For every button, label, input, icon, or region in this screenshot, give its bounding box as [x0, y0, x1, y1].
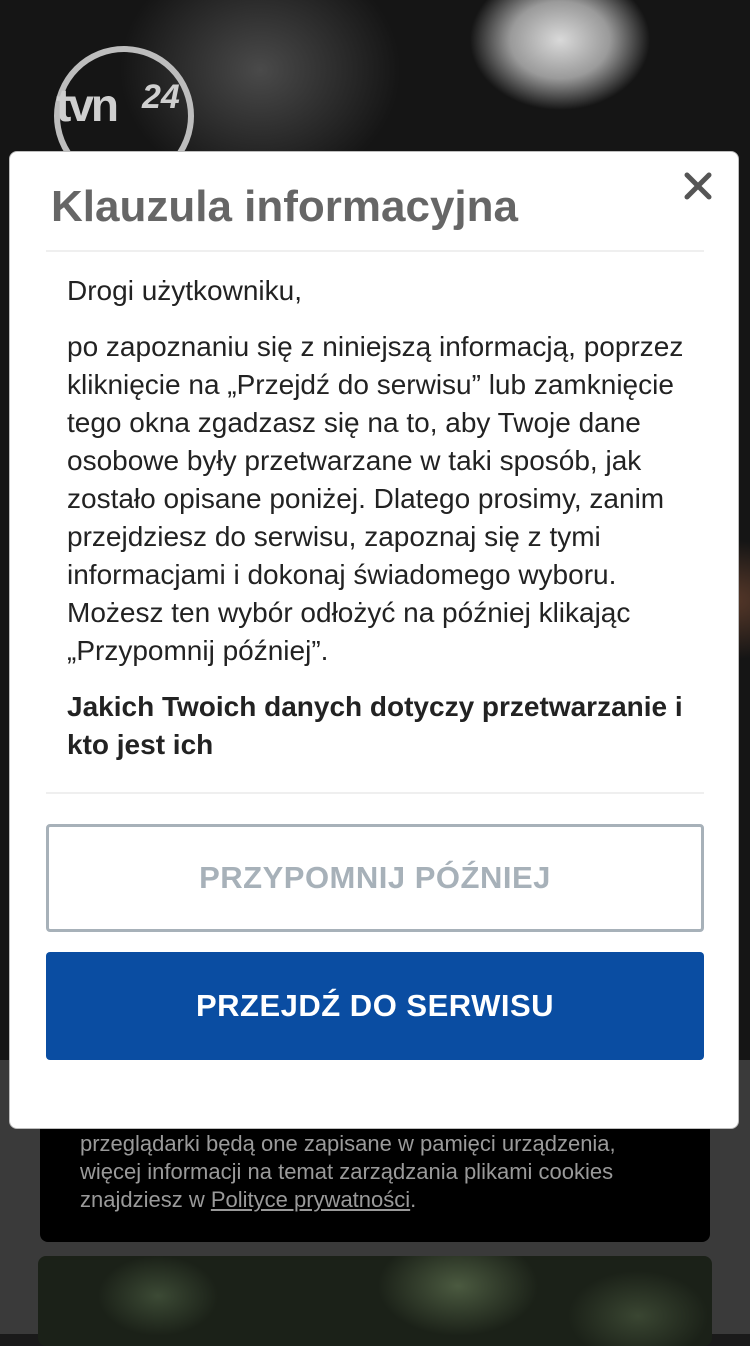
information-clause-modal — [9, 151, 739, 1129]
close-button[interactable] — [678, 166, 718, 206]
modal-title: Klauzula informacyjna — [51, 182, 519, 231]
consent-body-text: po zapoznaniu się z niniejszą informacją, poprzez kliknięcie na „Przejdź do serwisu” lub zamknięcie tego okna zgadzasz się na to, aby Twoje dane osobowe były przetwarzane w taki sposób, jak zostało opisane poniżej. Dlatego prosimy, zanim przejdziesz do serwisu, zapoznaj się z tymi informacjami i dokonaj świadomego wyboru. Możesz ten wybór odłożyć na później klikając „Przypomnij później”. — [67, 331, 684, 666]
greeting-text: Drogi użytkowniku, — [67, 275, 302, 306]
section-heading: Jakich Twoich danych dotyczy przetwarzanie i kto jest ich — [67, 691, 683, 760]
logo-number: 24 — [142, 78, 180, 116]
cookie-notice-text — [80, 1130, 680, 1214]
tvn24-logo — [46, 44, 188, 148]
modal-scroll-content[interactable] — [67, 262, 697, 792]
divider — [46, 250, 704, 252]
privacy-policy-link[interactable]: Polityce prywatności — [210, 1187, 411, 1212]
divider — [46, 792, 704, 794]
article-thumbnail[interactable] — [38, 1256, 712, 1346]
logo-text: tvn — [56, 79, 116, 131]
go-to-service-button[interactable]: PRZEJDŹ DO SERWISU — [46, 952, 704, 1060]
cookie-text-after: . — [410, 1187, 417, 1212]
remind-later-button[interactable]: PRZYPOMNIJ PÓŹNIEJ — [46, 824, 704, 932]
cookie-text-before: przeglądarki będą one zapisane w pamięci urządzenia, więcej informacji na temat zarządzania plikami cookies znajdziesz w — [80, 1131, 616, 1212]
close-icon — [684, 172, 712, 200]
